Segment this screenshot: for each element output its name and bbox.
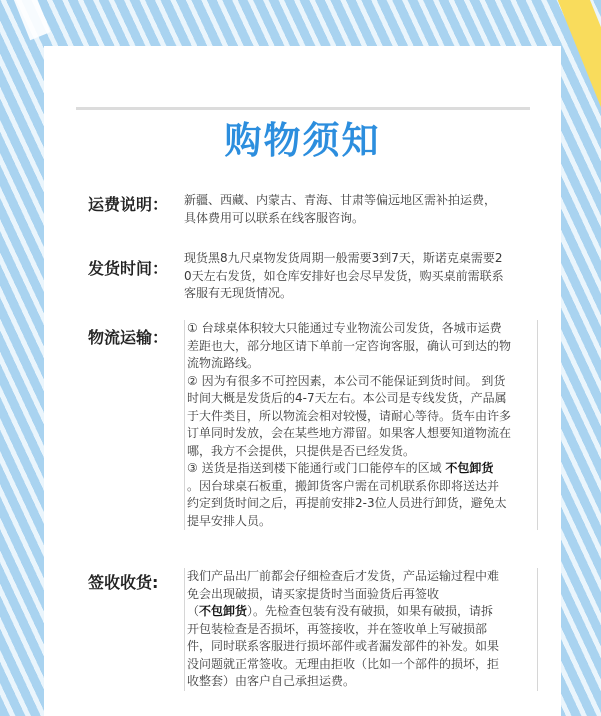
text-line: 0天左右发货，如仓库安排好也会尽早发货，购买桌前需联系 — [184, 268, 504, 283]
text-line: 客服有无现货情况。 — [184, 286, 293, 300]
text-line: 。因台球桌石板重，搬卸货客户需在司机联系你即将送达并 — [187, 478, 500, 493]
text-span: （ — [187, 604, 200, 618]
text-line: 差距也大，部分地区请下单前一定咨询客服，确认可到达的物 — [187, 338, 512, 353]
logistics-text — [184, 320, 538, 530]
text-line: 订单同时发放，会在某些地方滞留。如果客人想要知道物流在 — [187, 426, 512, 440]
text-line: 现货黑8九尺桌物发货周期一般需要3到7天，斯诺克桌需要2 — [184, 251, 503, 265]
text-line: 提早安排人员。 — [187, 513, 272, 528]
receipt-label: 签收收货: — [88, 573, 159, 592]
text-line: 新疆、西藏、内蒙古、青海、甘肃等偏远地区需补拍运费， — [184, 193, 497, 207]
decorative-stripe — [11, 0, 50, 40]
text-line: 我们产品出厂前都会仔细检查后才发货，产品运输过程中难 — [187, 569, 500, 583]
text-line: 哪，我方不会提供，只提供是否已经发货。 — [187, 443, 416, 458]
no-unloading-note: 不包卸货 — [199, 604, 248, 618]
text-line: 开包装检查是否损坏，再签接收，并在签收单上写破损部 — [187, 621, 488, 636]
page-title: 购物须知 — [224, 119, 381, 162]
delivery-time-text — [184, 250, 538, 303]
text-line: 件，同时联系客服进行损坏部件或者漏发部件的补发。如果 — [187, 639, 500, 653]
delivery-time-label: 发货时间： — [88, 259, 169, 278]
text-line: 约定到货时间之后，再提前安排2-3位人员进行卸货，避免太 — [187, 496, 507, 510]
text-line: 流物流路线。 — [187, 356, 260, 370]
text-line: 具体费用可以联系在线客服咨询。 — [184, 210, 365, 225]
text-line: ② 因为有很多不可控因素，本公司不能保证到货时间。 到货 — [187, 373, 506, 388]
text-line: 没问题就正常签收。无理由拒收（比如一个部件的损坏，拒 — [187, 656, 500, 671]
logistics-label: 物流运输： — [88, 328, 169, 347]
no-unloading-note: 不包卸货 — [445, 461, 494, 475]
shipping-fee-text — [184, 192, 538, 227]
text-line: ① 台球桌体积较大只能通过专业物流公司发货，各城市运费 — [187, 321, 502, 335]
text-line: 时间大概是发货后的4-7天左右。本公司是专线发货，产品属 — [187, 391, 507, 405]
text-line: 于大件类目，所以物流会相对较慢，请耐心等待。货车由许多 — [187, 408, 512, 423]
receipt-text — [184, 568, 538, 691]
text-line — [187, 603, 533, 621]
text-line: 收整套）由客户自己承担运费。 — [187, 674, 356, 688]
text-span: ）。先检查包装有没有破损，如果有破损，请拆 — [247, 604, 494, 618]
text-line — [187, 460, 533, 478]
text-line: 免会出现破损，请买家提货时当面验货后再签收 — [187, 586, 440, 601]
shipping-fee-label: 运费说明： — [88, 195, 169, 214]
notice-card — [44, 46, 561, 716]
text-span: ③ 送货是指送到楼下能通行或门口能停车的区域 — [187, 461, 446, 475]
